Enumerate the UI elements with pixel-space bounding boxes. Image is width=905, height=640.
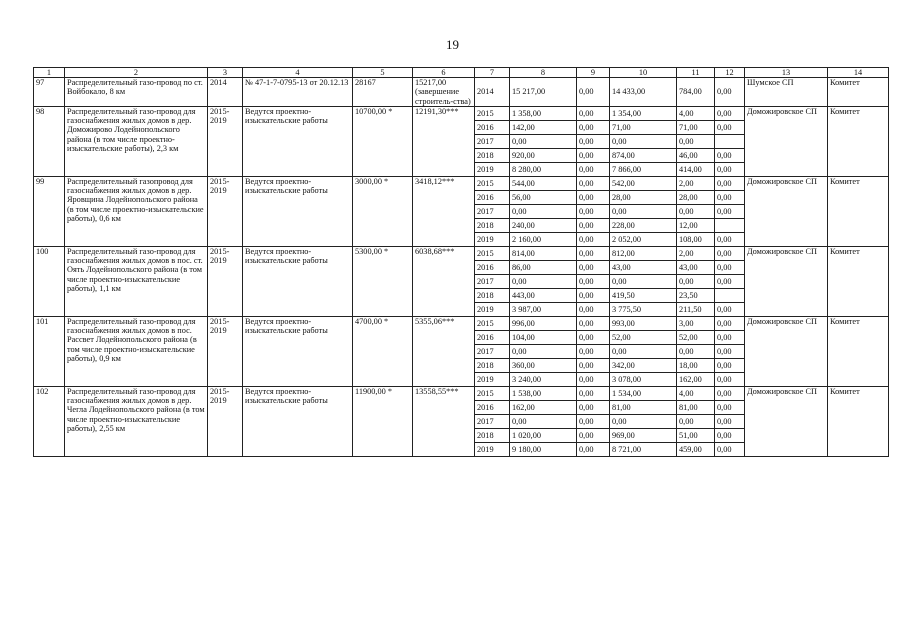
other: 0,00 (715, 428, 745, 442)
total: 2 160,00 (510, 232, 577, 246)
total: 3 987,00 (510, 302, 577, 316)
total: 443,00 (510, 288, 577, 302)
year: 2014 (475, 78, 510, 107)
regional: 8 721,00 (610, 442, 677, 456)
row-number: 98 (34, 106, 65, 176)
regional: 993,00 (610, 316, 677, 330)
federal: 0,00 (577, 148, 610, 162)
total: 0,00 (510, 274, 577, 288)
federal: 0,00 (577, 246, 610, 260)
cost-estimate: 28167 (353, 78, 413, 107)
local: 784,00 (677, 78, 715, 107)
regional: 43,00 (610, 260, 677, 274)
other: 0,00 (715, 442, 745, 456)
regional: 969,00 (610, 428, 677, 442)
table-row (34, 246, 889, 260)
row-number: 97 (34, 78, 65, 107)
cost-current: 5355,06*** (413, 316, 475, 386)
federal: 0,00 (577, 134, 610, 148)
cost-current: 6038,68*** (413, 246, 475, 316)
federal: 0,00 (577, 120, 610, 134)
other: 0,00 (715, 204, 745, 218)
other: 0,00 (715, 302, 745, 316)
organization: Комитет (828, 176, 889, 246)
year: 2019 (475, 162, 510, 176)
row-number: 100 (34, 246, 65, 316)
total: 3 240,00 (510, 372, 577, 386)
object-name: Распределительный газо-провод по ст. Войбокало, 8 км (65, 78, 208, 107)
total: 920,00 (510, 148, 577, 162)
row-number: 99 (34, 176, 65, 246)
local: 23,50 (677, 288, 715, 302)
total: 544,00 (510, 176, 577, 190)
federal: 0,00 (577, 260, 610, 274)
table-row (34, 106, 889, 120)
other: 0,00 (715, 344, 745, 358)
other: 0,00 (715, 190, 745, 204)
total: 0,00 (510, 134, 577, 148)
year: 2018 (475, 428, 510, 442)
other (715, 134, 745, 148)
local: 0,00 (677, 344, 715, 358)
regional: 0,00 (610, 344, 677, 358)
settlement: Шумское СП (745, 78, 828, 107)
total: 1 538,00 (510, 386, 577, 400)
regional: 812,00 (610, 246, 677, 260)
local: 2,00 (677, 176, 715, 190)
federal: 0,00 (577, 176, 610, 190)
federal: 0,00 (577, 232, 610, 246)
other: 0,00 (715, 106, 745, 120)
period: 2015-2019 (208, 176, 243, 246)
cost-estimate: 4700,00 * (353, 316, 413, 386)
federal: 0,00 (577, 358, 610, 372)
status: Ведутся проектно-изыскательские работы (243, 176, 353, 246)
other (715, 218, 745, 232)
local: 414,00 (677, 162, 715, 176)
object-name: Распределительный газо-провод для газоснабжения жилых домов в пос. Рассвет Лодейнопольского района (в том числе проектно-изыскательские работы), 0,9 км (65, 316, 208, 386)
object-name: Распределительный газо-провод для газоснабжения жилых домов в дер. Доможирово Лодейнопольского района (в том числе проектно-изыскательские работы), 2,3 км (65, 106, 208, 176)
year: 2015 (475, 106, 510, 120)
organization: Комитет (828, 78, 889, 107)
regional: 14 433,00 (610, 78, 677, 107)
regional: 7 866,00 (610, 162, 677, 176)
row-number: 101 (34, 316, 65, 386)
organization: Комитет (828, 246, 889, 316)
regional: 0,00 (610, 134, 677, 148)
local: 4,00 (677, 386, 715, 400)
regional: 1 534,00 (610, 386, 677, 400)
header-row (34, 68, 889, 78)
local: 4,00 (677, 106, 715, 120)
total: 15 217,00 (510, 78, 577, 107)
year: 2017 (475, 204, 510, 218)
status: Ведутся проектно-изыскательские работы (243, 386, 353, 456)
table-row (34, 78, 889, 107)
regional: 52,00 (610, 330, 677, 344)
column-header: 7 (475, 68, 510, 78)
federal: 0,00 (577, 316, 610, 330)
other: 0,00 (715, 120, 745, 134)
settlement: Доможировское СП (745, 316, 828, 386)
total: 0,00 (510, 414, 577, 428)
column-header: 12 (715, 68, 745, 78)
regional: 71,00 (610, 120, 677, 134)
column-header: 9 (577, 68, 610, 78)
other: 0,00 (715, 148, 745, 162)
column-header: 10 (610, 68, 677, 78)
total: 0,00 (510, 344, 577, 358)
status: № 47-1-7-0795-13 от 20.12.13 (243, 78, 353, 107)
federal: 0,00 (577, 428, 610, 442)
other: 0,00 (715, 400, 745, 414)
local: 51,00 (677, 428, 715, 442)
year: 2015 (475, 316, 510, 330)
column-header: 14 (828, 68, 889, 78)
total: 0,00 (510, 204, 577, 218)
federal: 0,00 (577, 288, 610, 302)
other: 0,00 (715, 176, 745, 190)
local: 46,00 (677, 148, 715, 162)
federal: 0,00 (577, 442, 610, 456)
regional: 542,00 (610, 176, 677, 190)
page-number: 19 (446, 37, 459, 52)
regional: 3 775,50 (610, 302, 677, 316)
period: 2015-2019 (208, 246, 243, 316)
other: 0,00 (715, 78, 745, 107)
year: 2017 (475, 414, 510, 428)
other: 0,00 (715, 358, 745, 372)
local: 162,00 (677, 372, 715, 386)
status: Ведутся проектно-изыскательские работы (243, 316, 353, 386)
total: 240,00 (510, 218, 577, 232)
other: 0,00 (715, 274, 745, 288)
federal: 0,00 (577, 330, 610, 344)
federal: 0,00 (577, 386, 610, 400)
federal: 0,00 (577, 204, 610, 218)
local: 459,00 (677, 442, 715, 456)
column-header: 13 (745, 68, 828, 78)
settlement: Доможировское СП (745, 386, 828, 456)
object-name: Распределительный газо-провод для газоснабжения жилых домов в пос. ст. Оять Лодейнопольского района (в том числе проектно-изыскательские работы), 1,1 км (65, 246, 208, 316)
total: 996,00 (510, 316, 577, 330)
regional: 28,00 (610, 190, 677, 204)
local: 12,00 (677, 218, 715, 232)
federal: 0,00 (577, 400, 610, 414)
cost-current: 13558,55*** (413, 386, 475, 456)
local: 18,00 (677, 358, 715, 372)
total: 1 020,00 (510, 428, 577, 442)
year: 2018 (475, 218, 510, 232)
cost-current: 12191,30*** (413, 106, 475, 176)
other: 0,00 (715, 162, 745, 176)
federal: 0,00 (577, 414, 610, 428)
period: 2015-2019 (208, 316, 243, 386)
local: 81,00 (677, 400, 715, 414)
local: 71,00 (677, 120, 715, 134)
column-header: 8 (510, 68, 577, 78)
other: 0,00 (715, 372, 745, 386)
year: 2017 (475, 274, 510, 288)
row-number: 102 (34, 386, 65, 456)
regional: 2 052,00 (610, 232, 677, 246)
cost-estimate: 3000,00 * (353, 176, 413, 246)
column-header: 5 (353, 68, 413, 78)
other: 0,00 (715, 232, 745, 246)
regional: 228,00 (610, 218, 677, 232)
year: 2015 (475, 246, 510, 260)
column-header: 6 (413, 68, 475, 78)
federal: 0,00 (577, 106, 610, 120)
year: 2017 (475, 344, 510, 358)
cost-current: 15217,00 (завершение строитель-ства) (413, 78, 475, 107)
other: 0,00 (715, 246, 745, 260)
local: 108,00 (677, 232, 715, 246)
year: 2018 (475, 148, 510, 162)
other: 0,00 (715, 260, 745, 274)
local: 0,00 (677, 274, 715, 288)
regional: 0,00 (610, 274, 677, 288)
total: 814,00 (510, 246, 577, 260)
total: 8 280,00 (510, 162, 577, 176)
regional: 419,50 (610, 288, 677, 302)
cost-current: 3418,12*** (413, 176, 475, 246)
federal: 0,00 (577, 274, 610, 288)
federal: 0,00 (577, 218, 610, 232)
regional: 0,00 (610, 204, 677, 218)
regional: 81,00 (610, 400, 677, 414)
other: 0,00 (715, 316, 745, 330)
regional: 0,00 (610, 414, 677, 428)
local: 0,00 (677, 204, 715, 218)
total: 1 358,00 (510, 106, 577, 120)
total: 162,00 (510, 400, 577, 414)
total: 104,00 (510, 330, 577, 344)
federal: 0,00 (577, 190, 610, 204)
settlement: Доможировское СП (745, 176, 828, 246)
regional: 874,00 (610, 148, 677, 162)
local: 0,00 (677, 414, 715, 428)
local: 0,00 (677, 134, 715, 148)
federal: 0,00 (577, 162, 610, 176)
year: 2016 (475, 400, 510, 414)
period: 2014 (208, 78, 243, 107)
year: 2017 (475, 134, 510, 148)
settlement: Доможировское СП (745, 246, 828, 316)
other: 0,00 (715, 414, 745, 428)
total: 360,00 (510, 358, 577, 372)
regional: 1 354,00 (610, 106, 677, 120)
settlement: Доможировское СП (745, 106, 828, 176)
cost-estimate: 11900,00 * (353, 386, 413, 456)
total: 56,00 (510, 190, 577, 204)
total: 9 180,00 (510, 442, 577, 456)
year: 2019 (475, 232, 510, 246)
organization: Комитет (828, 106, 889, 176)
status: Ведутся проектно-изыскательские работы (243, 246, 353, 316)
federal: 0,00 (577, 78, 610, 107)
local: 43,00 (677, 260, 715, 274)
regional: 3 078,00 (610, 372, 677, 386)
year: 2016 (475, 330, 510, 344)
year: 2019 (475, 372, 510, 386)
local: 28,00 (677, 190, 715, 204)
year: 2019 (475, 302, 510, 316)
year: 2015 (475, 386, 510, 400)
gas-pipeline-table (33, 67, 889, 457)
federal: 0,00 (577, 372, 610, 386)
year: 2016 (475, 120, 510, 134)
year: 2018 (475, 288, 510, 302)
table-row (34, 316, 889, 330)
organization: Комитет (828, 316, 889, 386)
local: 2,00 (677, 246, 715, 260)
table-row (34, 176, 889, 190)
cost-estimate: 10700,00 * (353, 106, 413, 176)
column-header: 1 (34, 68, 65, 78)
federal: 0,00 (577, 302, 610, 316)
year: 2016 (475, 190, 510, 204)
object-name: Распределительный газо-провод для газоснабжения жилых домов в дер. Чегла Лодейнопольского района (в том числе проектно-изыскательские работы), 2,55 км (65, 386, 208, 456)
period: 2015-2019 (208, 386, 243, 456)
other (715, 288, 745, 302)
year: 2015 (475, 176, 510, 190)
object-name: Распределительный газопровод для газоснабжения жилых домов в дер. Яровщина Лодейнопольского района (в том числе проектно-изыскательские работы), 0,6 км (65, 176, 208, 246)
other: 0,00 (715, 386, 745, 400)
local: 211,50 (677, 302, 715, 316)
organization: Комитет (828, 386, 889, 456)
regional: 342,00 (610, 358, 677, 372)
local: 52,00 (677, 330, 715, 344)
column-header: 2 (65, 68, 208, 78)
period: 2015-2019 (208, 106, 243, 176)
total: 86,00 (510, 260, 577, 274)
year: 2019 (475, 442, 510, 456)
column-header: 3 (208, 68, 243, 78)
year: 2016 (475, 260, 510, 274)
column-header: 11 (677, 68, 715, 78)
federal: 0,00 (577, 344, 610, 358)
column-header: 4 (243, 68, 353, 78)
cost-estimate: 5300,00 * (353, 246, 413, 316)
table-row (34, 386, 889, 400)
year: 2018 (475, 358, 510, 372)
other: 0,00 (715, 330, 745, 344)
total: 142,00 (510, 120, 577, 134)
status: Ведутся проектно-изыскательские работы (243, 106, 353, 176)
local: 3,00 (677, 316, 715, 330)
